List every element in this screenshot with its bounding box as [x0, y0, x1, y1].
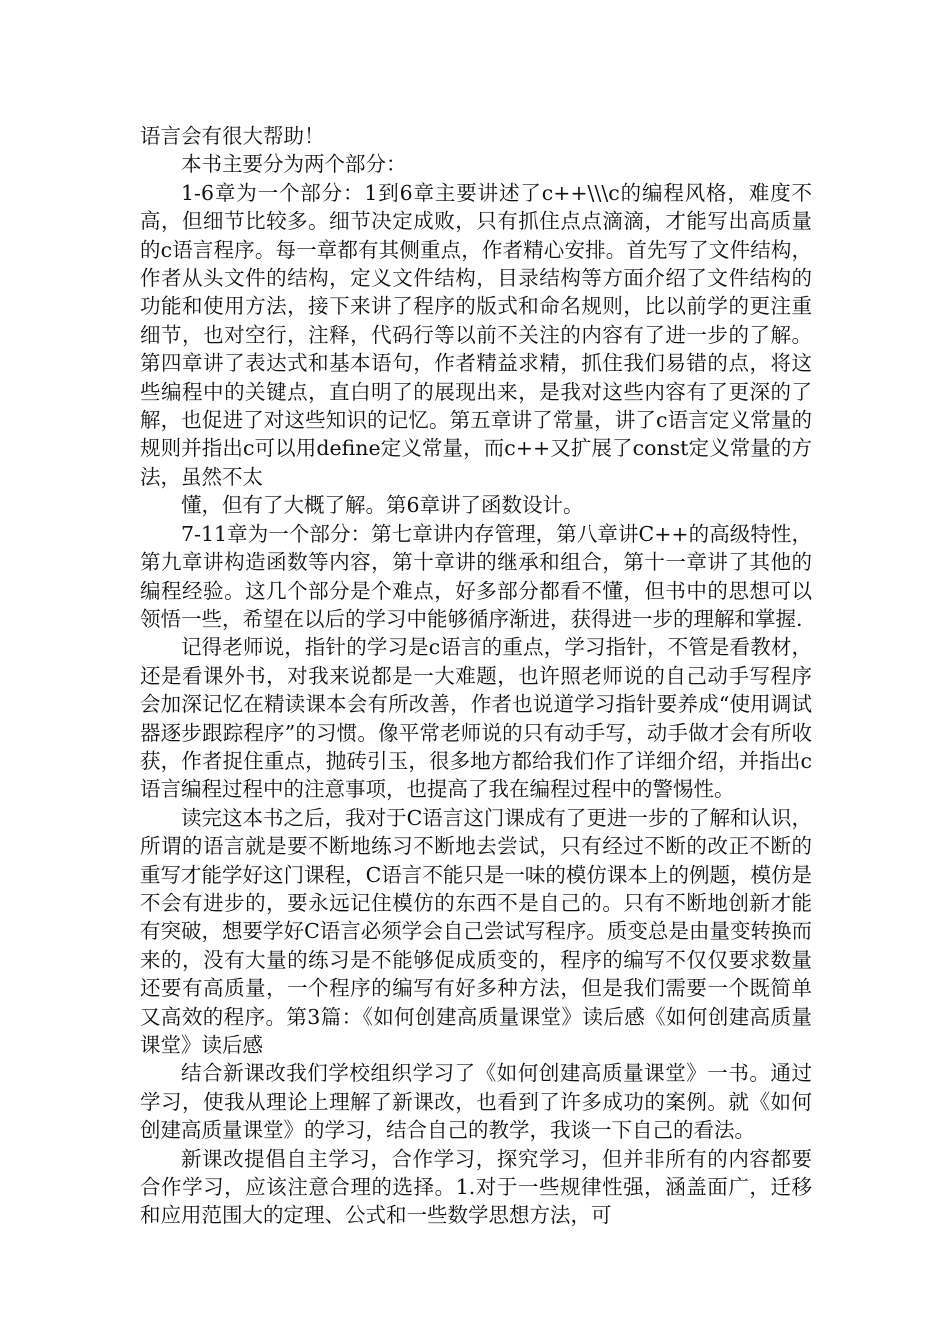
paragraph: 1-6章为一个部分：1到6章主要讲述了c++\\\c的编程风格，难度不高，但细节比较多。细节决定成败，只有抓住点点滴滴，才能写出高质量的c语言程序。每一章都有其侧重点，作者精心安排。首先写了文件结构，作者从头文件的结构，定义文件结构，目录结构等方面介绍了文件结构的功能和使用方法，接下来讲了程序的版式和命名规则，比以前学的更注重细节，也对空行，注释，代码行等以前不关注的内容有了进一步的了解。第四章讲了表达式和基本语句，作者精益求精，抓住我们易错的点，将这些编程中的关键点，直白明了的展现出来，是我对这些内容有了更深的了解，也促进了对这些知识的记忆。第五章讲了常量，讲了c语言定义常量的规则并指出c可以用define定义常量，而c++又扩展了const定义常量的方法，虽然不太	[140, 180, 812, 489]
paragraph: 本书主要分为两个部分：	[181, 152, 407, 177]
paragraph: 读完这本书之后，我对于C语言这门课成有了更进一步的了解和认识，所谓的语言就是要不断地练习不断地去尝试，只有经过不断的改正不断的重写才能学好这门课程，C语言不能只是一味的模仿课本上的例题，模仿是不会有进步的，要永远记住模仿的东西不是自己的。只有不断地创新才能有突破，想要学好C语言必须学会自己尝试写程序。质变总是由量变转换而来的，没有大量的练习是不能够促成质变的，程序的编写不仅仅要求数量还要有高质量，一个程序的编写有好多种方法，但是我们需要一个既简单又高效的程序。第3篇：《如何创建高质量课堂》读后感《如何创建高质量课堂》读后感	[140, 805, 812, 1057]
paragraph: 懂，但有了大概了解。第6章讲了函数设计。	[181, 493, 584, 518]
paragraph: 记得老师说，指针的学习是c语言的重点，学习指针，不管是看教材，还是看课外书，对我来说都是一大难题，也许照老师说的自己动手写程序会加深记忆在精读课本会有所改善，作者也说道学习指针要养成“使用调试器逐步跟踪程序”的习惯。像平常老师说的只有动手写，动手做才会有所收获，作者捉住重点，抛砖引玉，很多地方都给我们作了详细介绍，并指出c语言编程过程中的注意事项，也提高了我在编程过程中的警惕性。	[140, 635, 812, 802]
paragraph: 结合新课改我们学校组织学习了《如何创建高质量课堂》一书。通过学习，使我从理论上理解了新课改，也看到了许多成功的案例。就《如何创建高质量课堂》的学习，结合自己的教学，我谈一下自己的看法。	[140, 1061, 812, 1143]
paragraph: 7-11章为一个部分：第七章讲内存管理，第八章讲C++的高级特性，第九章讲构造函数等内容，第十章讲的继承和组合，第十一章讲了其他的编程经验。这几个部分是个难点，好多部分都看不懂，但书中的思想可以领悟一些，希望在以后的学习中能够循序渐进，获得进一步的理解和掌握.	[140, 521, 812, 631]
paragraph: 语言会有很大帮助！	[140, 124, 325, 148]
document-page	[140, 122, 812, 1230]
paragraph: 新课改提倡自主学习，合作学习，探究学习，但并非所有的内容都要合作学习，应该注意合理的选择。1.对于一些规律性强，涵盖面广，迁移和应用范围大的定理、公式和一些数学思想方法，可	[140, 1146, 812, 1228]
